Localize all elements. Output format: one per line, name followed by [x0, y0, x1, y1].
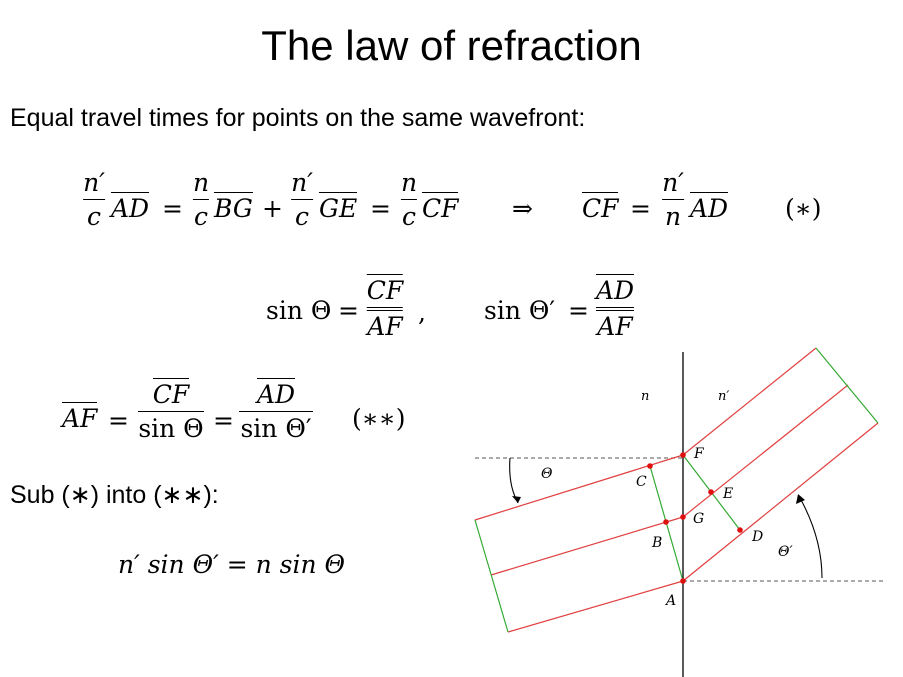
frac-CF-over-AF: $\frac{CF}{AF}$	[366, 276, 404, 341]
frac-nprime-over-c-1: n′ c	[83, 168, 105, 231]
equation-tag-star: (∗)	[785, 194, 822, 223]
equation-tag-dstar: (∗∗)	[352, 404, 406, 433]
intro-text: Equal travel times for points on the same wavefront:	[10, 104, 586, 132]
label-C: C	[636, 474, 647, 490]
frac-n-over-c-1: n c	[192, 168, 210, 231]
substitution-text: Sub (∗) into (∗∗):	[10, 481, 219, 509]
label-D: D	[752, 529, 764, 545]
point-E	[708, 489, 714, 495]
frac-CF-over-sin: CF sin Θ	[138, 380, 204, 443]
theta-prime-arc	[800, 498, 822, 578]
snell-law: n′ sin Θ′ = n sin Θ	[118, 550, 346, 579]
diagram-labels	[541, 389, 793, 609]
point-G	[680, 514, 686, 520]
frac-AD-over-AF: $\frac{AD}{AF}$	[595, 276, 635, 341]
point-A	[680, 578, 686, 584]
theta-prime-arrowhead	[796, 494, 805, 504]
label-F: F	[694, 446, 704, 462]
incident-ray-bottom	[508, 581, 683, 632]
point-D	[737, 527, 743, 533]
label-n-prime: n′	[718, 389, 730, 404]
segment-CF-2: CF	[582, 194, 619, 223]
segment-AD-1: AD	[111, 194, 150, 223]
label-B: B	[652, 535, 663, 551]
segment-AF: AF	[62, 404, 98, 433]
wavefront-right	[816, 348, 878, 423]
label-n: n	[641, 389, 650, 404]
segment-CF-1: CF	[422, 194, 459, 223]
label-G: G	[693, 511, 705, 527]
frac-nprime-over-c-2: n′ c	[291, 168, 313, 231]
label-theta: Θ	[541, 466, 553, 482]
segment-BG: BG	[214, 194, 253, 223]
diagram-lines	[475, 348, 885, 677]
theta-arrowhead	[512, 496, 521, 503]
point-C	[647, 463, 653, 469]
label-A: A	[666, 593, 677, 609]
refracted-ray-top	[683, 348, 816, 455]
implies-arrow: ⇒	[512, 194, 533, 223]
label-E: E	[723, 486, 734, 502]
frac-nprime-over-n: n′ n	[662, 168, 684, 231]
segment-GE: GE	[319, 194, 358, 223]
point-B	[663, 519, 669, 525]
wavefront-left	[475, 520, 508, 632]
point-F	[680, 452, 686, 458]
frac-AD-over-sin-prime: AD sin Θ′	[240, 380, 312, 443]
segment-AD-2: AD	[690, 194, 729, 223]
refracted-ray-middle	[683, 385, 848, 517]
label-theta-prime: Θ′	[778, 544, 793, 560]
page-title: The law of refraction	[261, 22, 642, 69]
frac-n-over-c-2: n c	[400, 168, 418, 231]
